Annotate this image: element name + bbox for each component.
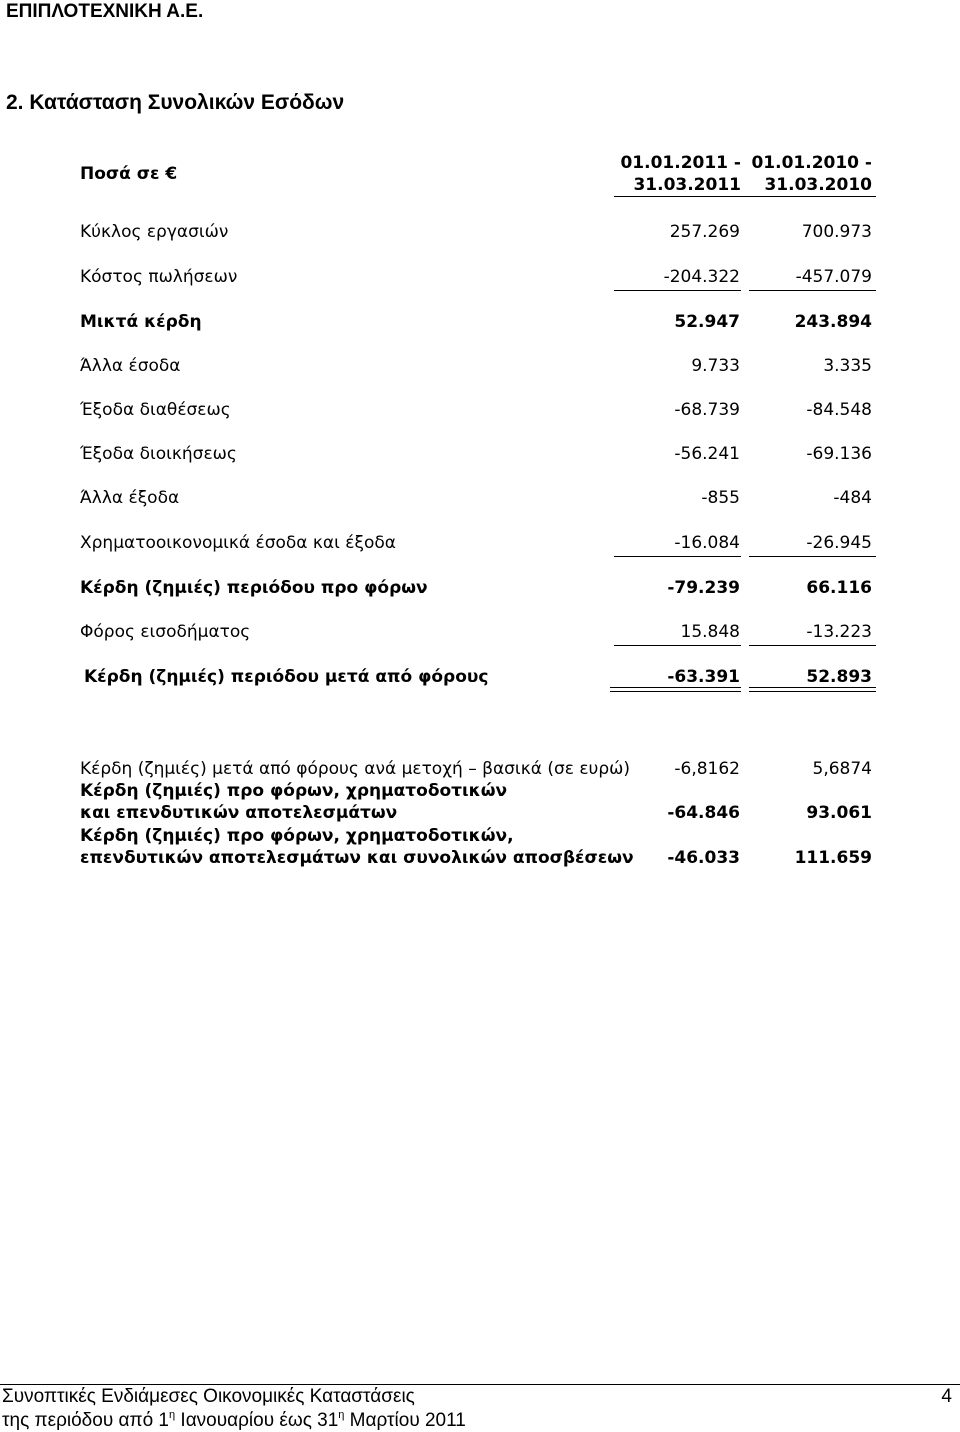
row-value-other-income-2011: 9.733 xyxy=(691,356,740,376)
ebit-value-2011: -64.846 xyxy=(667,803,740,823)
row-label-other-expenses: Άλλα έξοδα xyxy=(80,488,180,508)
subtotal-rule-5 xyxy=(614,645,741,646)
row-label-finance-result: Χρηματοοικονομικά έσοδα και έξοδα xyxy=(80,533,396,553)
row-label-admin-expenses: Έξοδα διοικήσεως xyxy=(80,444,237,464)
row-value-finance-result-2010: -26.945 xyxy=(806,533,872,553)
total-double-rule-1 xyxy=(610,687,741,692)
row-value-profit-after-tax-2010: 52.893 xyxy=(806,667,872,687)
row-value-selling-expenses-2011: -68.739 xyxy=(674,400,740,420)
period-2010-line2: 31.03.2010 xyxy=(764,175,872,195)
amounts-label: Ποσά σε € xyxy=(80,164,178,184)
eps-value-2010: 5,6874 xyxy=(812,759,872,779)
ebit-value-2010: 93.061 xyxy=(806,803,872,823)
period-2011-line2: 31.03.2011 xyxy=(633,175,741,195)
subtotal-rule-2 xyxy=(749,290,876,291)
footer-line2-a: της περιόδου από 1 xyxy=(2,1410,170,1431)
row-value-revenue-2010: 700.973 xyxy=(801,222,872,242)
footer-sup2: η xyxy=(338,1409,345,1421)
footer-line2 xyxy=(2,1409,466,1432)
footer-line2-c: Μαρτίου 2011 xyxy=(344,1410,466,1431)
row-value-gross-profit-2010: 243.894 xyxy=(794,312,872,332)
row-label-income-tax: Φόρος εισοδήματος xyxy=(80,622,251,642)
row-label-profit-before-tax: Κέρδη (ζημιές) περιόδου προ φόρων xyxy=(80,578,428,598)
ebit-label-line1: Κέρδη (ζημιές) προ φόρων, χρηματοδοτικών xyxy=(80,781,508,801)
subtotal-rule-3 xyxy=(614,556,741,557)
row-value-other-expenses-2010: -484 xyxy=(833,488,872,508)
row-label-selling-expenses: Έξοδα διαθέσεως xyxy=(80,400,231,420)
row-value-admin-expenses-2010: -69.136 xyxy=(806,444,872,464)
ebitda-value-2010: 111.659 xyxy=(794,848,872,868)
header-underline xyxy=(614,196,876,197)
footer-rule xyxy=(0,1384,960,1385)
footer-line1: Συνοπτικές Ενδιάμεσες Οικονομικές Καταστάσεις xyxy=(2,1386,415,1407)
ebitda-label-line2: επενδυτικών αποτελεσμάτων και συνολικών αποσβέσεων xyxy=(80,848,634,868)
row-value-profit-after-tax-2011: -63.391 xyxy=(667,667,740,687)
row-value-revenue-2011: 257.269 xyxy=(669,222,740,242)
row-value-admin-expenses-2011: -56.241 xyxy=(674,444,740,464)
row-value-other-expenses-2011: -855 xyxy=(701,488,740,508)
row-value-cost-of-sales-2010: -457.079 xyxy=(795,267,872,287)
ebitda-label-line1: Κέρδη (ζημιές) προ φόρων, χρηματοδοτικών, xyxy=(80,826,514,846)
row-label-revenue: Κύκλος εργασιών xyxy=(80,222,229,242)
subtotal-rule-1 xyxy=(614,290,741,291)
row-value-selling-expenses-2010: -84.548 xyxy=(806,400,872,420)
row-value-income-tax-2010: -13.223 xyxy=(806,622,872,642)
period-2010-header xyxy=(751,152,872,196)
period-2010-line1: 01.01.2010 - xyxy=(751,153,872,173)
row-label-profit-after-tax: Κέρδη (ζημιές) περιόδου μετά από φόρους xyxy=(84,667,489,687)
row-label-other-income: Άλλα έσοδα xyxy=(80,356,181,376)
row-value-income-tax-2011: 15.848 xyxy=(680,622,740,642)
company-name: ΕΠΙΠΛΟΤΕΧΝΙΚΗ Α.Ε. xyxy=(6,1,204,22)
subtotal-rule-6 xyxy=(749,645,876,646)
footer-line2-b: Ιανουαρίου έως 31 xyxy=(175,1410,339,1431)
footer-sup1: η xyxy=(169,1409,176,1421)
row-value-gross-profit-2011: 52.947 xyxy=(674,312,740,332)
period-2011-header xyxy=(620,152,741,196)
row-value-profit-before-tax-2010: 66.116 xyxy=(806,578,872,598)
section-title: 2. Κατάσταση Συνολικών Εσόδων xyxy=(6,91,345,114)
period-2011-line1: 01.01.2011 - xyxy=(620,153,741,173)
subtotal-rule-4 xyxy=(749,556,876,557)
row-value-other-income-2010: 3.335 xyxy=(823,356,872,376)
eps-value-2011: -6,8162 xyxy=(674,759,740,779)
row-label-gross-profit: Μικτά κέρδη xyxy=(80,312,202,332)
total-double-rule-2 xyxy=(749,687,876,692)
row-value-profit-before-tax-2011: -79.239 xyxy=(667,578,740,598)
ebit-label-line2: και επενδυτικών αποτελεσμάτων xyxy=(80,803,398,823)
row-value-cost-of-sales-2011: -204.322 xyxy=(663,267,740,287)
ebitda-value-2011: -46.033 xyxy=(667,848,740,868)
row-value-finance-result-2011: -16.084 xyxy=(674,533,740,553)
row-label-cost-of-sales: Κόστος πωλήσεων xyxy=(80,267,238,287)
page-number: 4 xyxy=(941,1386,952,1407)
eps-label: Κέρδη (ζημιές) μετά από φόρους ανά μετοχή – βασικά (σε ευρώ) xyxy=(80,759,631,779)
